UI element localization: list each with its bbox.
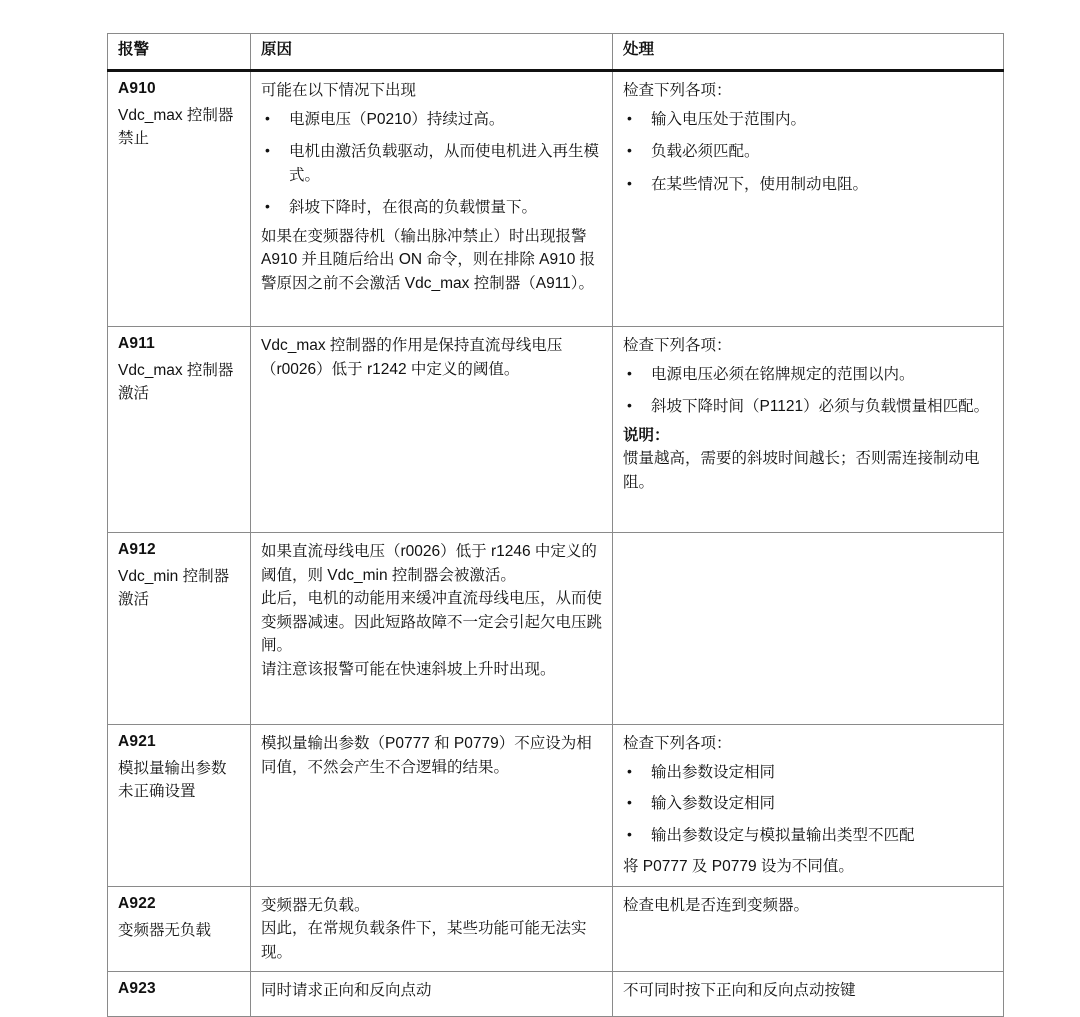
alarm-cell (108, 71, 251, 327)
alarm-code: A911 (118, 335, 155, 352)
alarm-code: A923 (118, 980, 156, 998)
remedy-cell (613, 725, 1004, 887)
list-item: • 输入参数设定相同 (623, 792, 994, 816)
remedy-cell (613, 886, 1004, 972)
table-header-row (108, 34, 1004, 71)
remedy-intro: 检查下列各项： (623, 735, 732, 752)
cause-paragraph-2: 因此，在常规负载条件下，某些功能可能无法实现。 (261, 920, 587, 961)
alarm-name: Vdc_min 控制器激活 (118, 567, 230, 609)
column-header-cause: 原因 (251, 34, 613, 71)
remedy-cell (613, 327, 1004, 533)
list-item: • 斜坡下降时间（P1121）必须与负载惯量相匹配。 (623, 395, 994, 419)
alarm-name: Vdc_max 控制器激活 (118, 361, 234, 403)
list-item: • 电源电压（P0210）持续过高。 (261, 108, 603, 132)
table-row (108, 327, 1004, 533)
note-text: 惯量越高，需要的斜坡时间越长；否则需连接制动电阻。 (623, 450, 980, 491)
remedy-cell (613, 533, 1004, 725)
cause-paragraph-1: 变频器无负载。 (261, 896, 370, 914)
cause-cell (251, 327, 613, 533)
cause-bullet-list (261, 108, 603, 220)
table-row (108, 71, 1004, 327)
cause-cell (251, 725, 613, 887)
alarm-code: A912 (118, 541, 156, 558)
remedy-bullet-list (623, 761, 994, 848)
remedy-outro: 将 P0777 及 P0779 设为不同值。 (623, 858, 854, 876)
table-row (108, 886, 1004, 972)
cause-outro: 如果在变频器待机（输出脉冲禁止）时出现报警 A910 并且随后给出 ON 命令，则在排除 A910 报警原因之前不会激活 Vdc_max 控制器（A911）。 (261, 227, 596, 292)
cause-paragraph-2: 此后，电机的动能用来缓冲直流母线电压，从而使变频器减速。因此短路故障不一定会引起欠电压跳闸。 (261, 590, 603, 655)
cause-intro: 可能在以下情况下出现 (261, 82, 417, 99)
cause-cell (251, 71, 613, 327)
alarm-message-table (107, 33, 1004, 1017)
list-item: • 输出参数设定相同 (623, 761, 994, 785)
column-header-alarm: 报警 (108, 34, 251, 71)
cause-cell (251, 972, 613, 1017)
remedy-intro: 检查电机是否连到变频器。 (623, 896, 810, 914)
column-header-remedy: 处理 (613, 34, 1004, 71)
alarm-cell (108, 327, 251, 533)
alarm-code: A922 (118, 894, 156, 912)
list-item: • 负载必须匹配。 (623, 140, 994, 164)
alarm-cell (108, 972, 251, 1017)
cause-paragraph-3: 请注意该报警可能在快速斜坡上升时出现。 (261, 660, 556, 678)
list-item: • 输出参数设定与模拟量输出类型不匹配 (623, 824, 994, 848)
remedy-intro: 检查下列各项： (623, 337, 732, 354)
remedy-intro: 检查下列各项： (623, 82, 732, 99)
list-item: • 电机由激活负载驱动，从而使电机进入再生模式。 (261, 140, 603, 187)
cause-intro: Vdc_max 控制器的作用是保持直流母线电压（r0026）低于 r1242 中定义的阈值。 (261, 337, 563, 378)
alarm-name: Vdc_max 控制器禁止 (118, 106, 234, 148)
cause-intro: 模拟量输出参数（P0777 和 P0779）不应设为相同值，不然会产生不合逻辑的结果。 (261, 735, 592, 776)
list-item: • 在某些情况下，使用制动电阻。 (623, 173, 994, 197)
list-item: • 斜坡下降时，在很高的负载惯量下。 (261, 196, 603, 220)
note-label: 说明： (623, 426, 670, 444)
remedy-bullet-list (623, 363, 994, 419)
alarm-code: A921 (118, 733, 156, 750)
alarm-cell (108, 886, 251, 972)
remedy-bullet-list (623, 108, 994, 197)
alarm-name: 模拟量输出参数未正确设置 (118, 759, 227, 801)
table-row (108, 725, 1004, 887)
alarm-code: A910 (118, 80, 156, 97)
list-item: • 电源电压必须在铭牌规定的范围以内。 (623, 363, 994, 387)
cause-paragraph-1: 如果直流母线电压（r0026）低于 r1246 中定义的阈值，则 Vdc_min 控制器会被激活。 (261, 543, 597, 584)
remedy-intro: 不可同时按下正向和反向点动按键 (623, 982, 856, 1000)
table-header (108, 34, 1004, 71)
alarm-cell (108, 533, 251, 725)
cause-intro: 同时请求正向和反向点动 (261, 982, 432, 1000)
table-row (108, 533, 1004, 725)
cause-cell (251, 886, 613, 972)
remedy-cell (613, 71, 1004, 327)
table-body (108, 71, 1004, 1017)
alarm-name: 变频器无负载 (118, 921, 212, 939)
list-item: • 输入电压处于范围内。 (623, 108, 994, 132)
alarm-cell (108, 725, 251, 887)
cause-cell (251, 533, 613, 725)
table-row (108, 972, 1004, 1017)
remedy-cell (613, 972, 1004, 1017)
